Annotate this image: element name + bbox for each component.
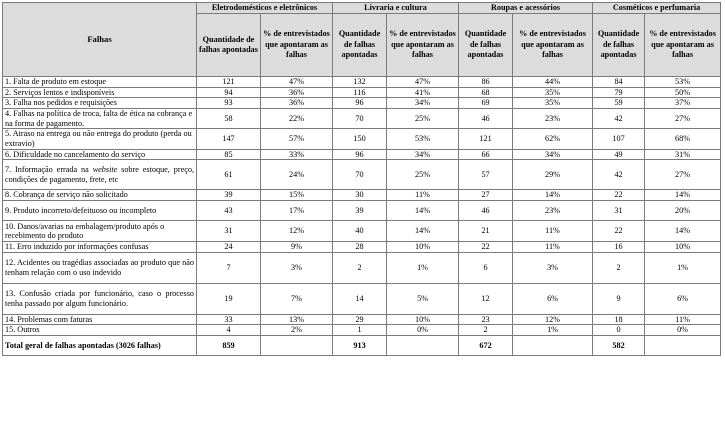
count-cell: 30 <box>333 190 387 201</box>
percent-cell: 22% <box>261 108 333 129</box>
percent-cell: 11% <box>645 314 721 325</box>
count-cell: 29 <box>333 314 387 325</box>
count-cell: 22 <box>459 241 513 252</box>
percent-cell: 47% <box>261 77 333 88</box>
count-cell: 57 <box>459 160 513 190</box>
percent-cell: 5% <box>387 283 459 314</box>
failure-label: 9. Produto incorreto/defeituoso ou incompleto <box>3 200 197 221</box>
total-row <box>3 335 721 356</box>
failure-label: 5. Atraso na entrega ou não entrega do produto (perda ou extravio) <box>3 129 197 150</box>
count-cell: 19 <box>197 283 261 314</box>
table-row <box>3 108 721 129</box>
count-cell: 18 <box>593 314 645 325</box>
count-cell: 39 <box>333 200 387 221</box>
failure-label-part: sobre estoque, preço, condições de pagamento, frete, etc <box>5 165 194 184</box>
percent-cell: 10% <box>645 241 721 252</box>
percent-cell: 47% <box>387 77 459 88</box>
qtd-header: Quantidade de falhas apontadas <box>593 14 645 77</box>
count-cell: 150 <box>333 129 387 150</box>
count-cell: 79 <box>593 87 645 98</box>
count-cell: 0 <box>593 325 645 336</box>
count-cell: 121 <box>459 129 513 150</box>
count-cell: 14 <box>333 283 387 314</box>
percent-cell: 1% <box>387 252 459 283</box>
percent-cell: 11% <box>387 190 459 201</box>
percent-cell: 35% <box>513 87 593 98</box>
count-cell: 40 <box>333 221 387 242</box>
total-percent-cell <box>261 335 333 356</box>
count-cell: 31 <box>593 200 645 221</box>
percent-cell: 44% <box>513 77 593 88</box>
failure-label-part: 7. Informação errada na <box>5 165 93 175</box>
count-cell: 33 <box>197 314 261 325</box>
count-cell: 94 <box>197 87 261 98</box>
count-cell: 70 <box>333 160 387 190</box>
failure-label: 13. Confusão criada por funcionário, caso o processo tenha passado por algum funcionário. <box>3 283 197 314</box>
group-header: Roupas e acessórios <box>459 3 593 14</box>
failure-label: 8. Cobrança de serviço não solicitado <box>3 190 197 201</box>
percent-cell: 36% <box>261 98 333 109</box>
count-cell: 42 <box>593 108 645 129</box>
count-cell: 22 <box>593 221 645 242</box>
table-row <box>3 149 721 160</box>
percent-cell: 6% <box>513 283 593 314</box>
total-count-cell: 582 <box>593 335 645 356</box>
count-cell: 70 <box>333 108 387 129</box>
table-row <box>3 325 721 336</box>
failure-label: 4. Falhas na política de troca, falta de ética na cobrança e na forma de pagamento. <box>3 108 197 129</box>
percent-cell: 13% <box>261 314 333 325</box>
percent-cell: 27% <box>645 108 721 129</box>
count-cell: 27 <box>459 190 513 201</box>
failures-table <box>2 2 721 356</box>
percent-cell: 14% <box>513 190 593 201</box>
percent-cell: 31% <box>645 149 721 160</box>
pct-header: % de entrevistados que apontaram as falhas <box>645 14 721 77</box>
percent-cell: 17% <box>261 200 333 221</box>
count-cell: 39 <box>197 190 261 201</box>
percent-cell: 14% <box>387 221 459 242</box>
pct-header: % de entrevistados que apontaram as falhas <box>513 14 593 77</box>
percent-cell: 9% <box>261 241 333 252</box>
percent-cell: 25% <box>387 108 459 129</box>
failure-label: 14. Problemas com faturas <box>3 314 197 325</box>
percent-cell: 24% <box>261 160 333 190</box>
failure-label <box>3 160 197 190</box>
percent-cell: 25% <box>387 160 459 190</box>
failure-label: 10. Danos/avarias na embalagem/produto após o recebimento do produto <box>3 221 197 242</box>
count-cell: 2 <box>459 325 513 336</box>
count-cell: 93 <box>197 98 261 109</box>
count-cell: 147 <box>197 129 261 150</box>
percent-cell: 7% <box>261 283 333 314</box>
group-header-row <box>3 3 721 14</box>
table-row <box>3 87 721 98</box>
count-cell: 58 <box>197 108 261 129</box>
pct-header: % de entrevistados que apontaram as falhas <box>387 14 459 77</box>
count-cell: 46 <box>459 200 513 221</box>
count-cell: 84 <box>593 77 645 88</box>
count-cell: 121 <box>197 77 261 88</box>
failure-label: 1. Falta de produto em estoque <box>3 77 197 88</box>
percent-cell: 62% <box>513 129 593 150</box>
table-row <box>3 200 721 221</box>
group-header: Cosméticos e perfumaria <box>593 3 721 14</box>
table-row <box>3 221 721 242</box>
percent-cell: 53% <box>387 129 459 150</box>
failure-label: 6. Dificuldade no cancelamento do serviço <box>3 149 197 160</box>
failure-label: 12. Acidentes ou tragédias associadas ao produto que não tenham relação com o uso indevido <box>3 252 197 283</box>
percent-cell: 14% <box>645 190 721 201</box>
percent-cell: 2% <box>261 325 333 336</box>
percent-cell: 0% <box>387 325 459 336</box>
count-cell: 28 <box>333 241 387 252</box>
count-cell: 46 <box>459 108 513 129</box>
count-cell: 69 <box>459 98 513 109</box>
count-cell: 61 <box>197 160 261 190</box>
failure-label: 2. Serviços lentos e indisponíveis <box>3 87 197 98</box>
count-cell: 59 <box>593 98 645 109</box>
count-cell: 107 <box>593 129 645 150</box>
percent-cell: 0% <box>645 325 721 336</box>
percent-cell: 12% <box>513 314 593 325</box>
percent-cell: 34% <box>387 98 459 109</box>
percent-cell: 14% <box>387 200 459 221</box>
count-cell: 86 <box>459 77 513 88</box>
count-cell: 43 <box>197 200 261 221</box>
count-cell: 132 <box>333 77 387 88</box>
percent-cell: 12% <box>261 221 333 242</box>
count-cell: 2 <box>333 252 387 283</box>
table-row <box>3 190 721 201</box>
count-cell: 24 <box>197 241 261 252</box>
percent-cell: 1% <box>513 325 593 336</box>
count-cell: 4 <box>197 325 261 336</box>
table-row <box>3 314 721 325</box>
total-count-cell: 859 <box>197 335 261 356</box>
percent-cell: 1% <box>645 252 721 283</box>
group-header: Eletrodomésticos e eletrônicos <box>197 3 333 14</box>
percent-cell: 3% <box>261 252 333 283</box>
falhas-header: Falhas <box>3 3 197 77</box>
percent-cell: 33% <box>261 149 333 160</box>
percent-cell: 10% <box>387 314 459 325</box>
count-cell: 31 <box>197 221 261 242</box>
percent-cell: 34% <box>513 149 593 160</box>
failure-label: 11. Erro induzido por informações confusas <box>3 241 197 252</box>
percent-cell: 57% <box>261 129 333 150</box>
percent-cell: 37% <box>645 98 721 109</box>
percent-cell: 15% <box>261 190 333 201</box>
pct-header: % de entrevistados que apontaram as falhas <box>261 14 333 77</box>
percent-cell: 23% <box>513 108 593 129</box>
percent-cell: 41% <box>387 87 459 98</box>
count-cell: 85 <box>197 149 261 160</box>
count-cell: 116 <box>333 87 387 98</box>
percent-cell: 11% <box>513 221 593 242</box>
count-cell: 23 <box>459 314 513 325</box>
count-cell: 6 <box>459 252 513 283</box>
percent-cell: 14% <box>645 221 721 242</box>
failure-label: 3. Falha nos pedidos e requisições <box>3 98 197 109</box>
percent-cell: 68% <box>645 129 721 150</box>
table-row <box>3 252 721 283</box>
count-cell: 16 <box>593 241 645 252</box>
count-cell: 2 <box>593 252 645 283</box>
failure-label-em: website <box>92 165 118 175</box>
percent-cell: 23% <box>513 200 593 221</box>
failure-label: 15. Outros <box>3 325 197 336</box>
qtd-header: Quantidade de falhas apontadas <box>333 14 387 77</box>
table-row <box>3 283 721 314</box>
total-label: Total geral de falhas apontadas (3026 falhas) <box>3 335 197 356</box>
count-cell: 66 <box>459 149 513 160</box>
count-cell: 21 <box>459 221 513 242</box>
percent-cell: 10% <box>387 241 459 252</box>
count-cell: 22 <box>593 190 645 201</box>
table-row <box>3 241 721 252</box>
count-cell: 96 <box>333 149 387 160</box>
percent-cell: 27% <box>645 160 721 190</box>
total-count-cell: 913 <box>333 335 387 356</box>
count-cell: 96 <box>333 98 387 109</box>
group-header: Livraria e cultura <box>333 3 459 14</box>
percent-cell: 6% <box>645 283 721 314</box>
count-cell: 68 <box>459 87 513 98</box>
qtd-header: Quantidade de falhas apontadas <box>459 14 513 77</box>
table-row <box>3 160 721 190</box>
table-row <box>3 77 721 88</box>
total-count-cell: 672 <box>459 335 513 356</box>
percent-cell: 50% <box>645 87 721 98</box>
percent-cell: 53% <box>645 77 721 88</box>
percent-cell: 3% <box>513 252 593 283</box>
count-cell: 49 <box>593 149 645 160</box>
count-cell: 9 <box>593 283 645 314</box>
count-cell: 42 <box>593 160 645 190</box>
total-percent-cell <box>387 335 459 356</box>
percent-cell: 34% <box>387 149 459 160</box>
percent-cell: 35% <box>513 98 593 109</box>
count-cell: 7 <box>197 252 261 283</box>
total-percent-cell <box>513 335 593 356</box>
count-cell: 12 <box>459 283 513 314</box>
count-cell: 1 <box>333 325 387 336</box>
percent-cell: 29% <box>513 160 593 190</box>
percent-cell: 20% <box>645 200 721 221</box>
table-row <box>3 129 721 150</box>
percent-cell: 11% <box>513 241 593 252</box>
qtd-header: Quantidade de falhas apontadas <box>197 14 261 77</box>
table-row <box>3 98 721 109</box>
percent-cell: 36% <box>261 87 333 98</box>
total-percent-cell <box>645 335 721 356</box>
